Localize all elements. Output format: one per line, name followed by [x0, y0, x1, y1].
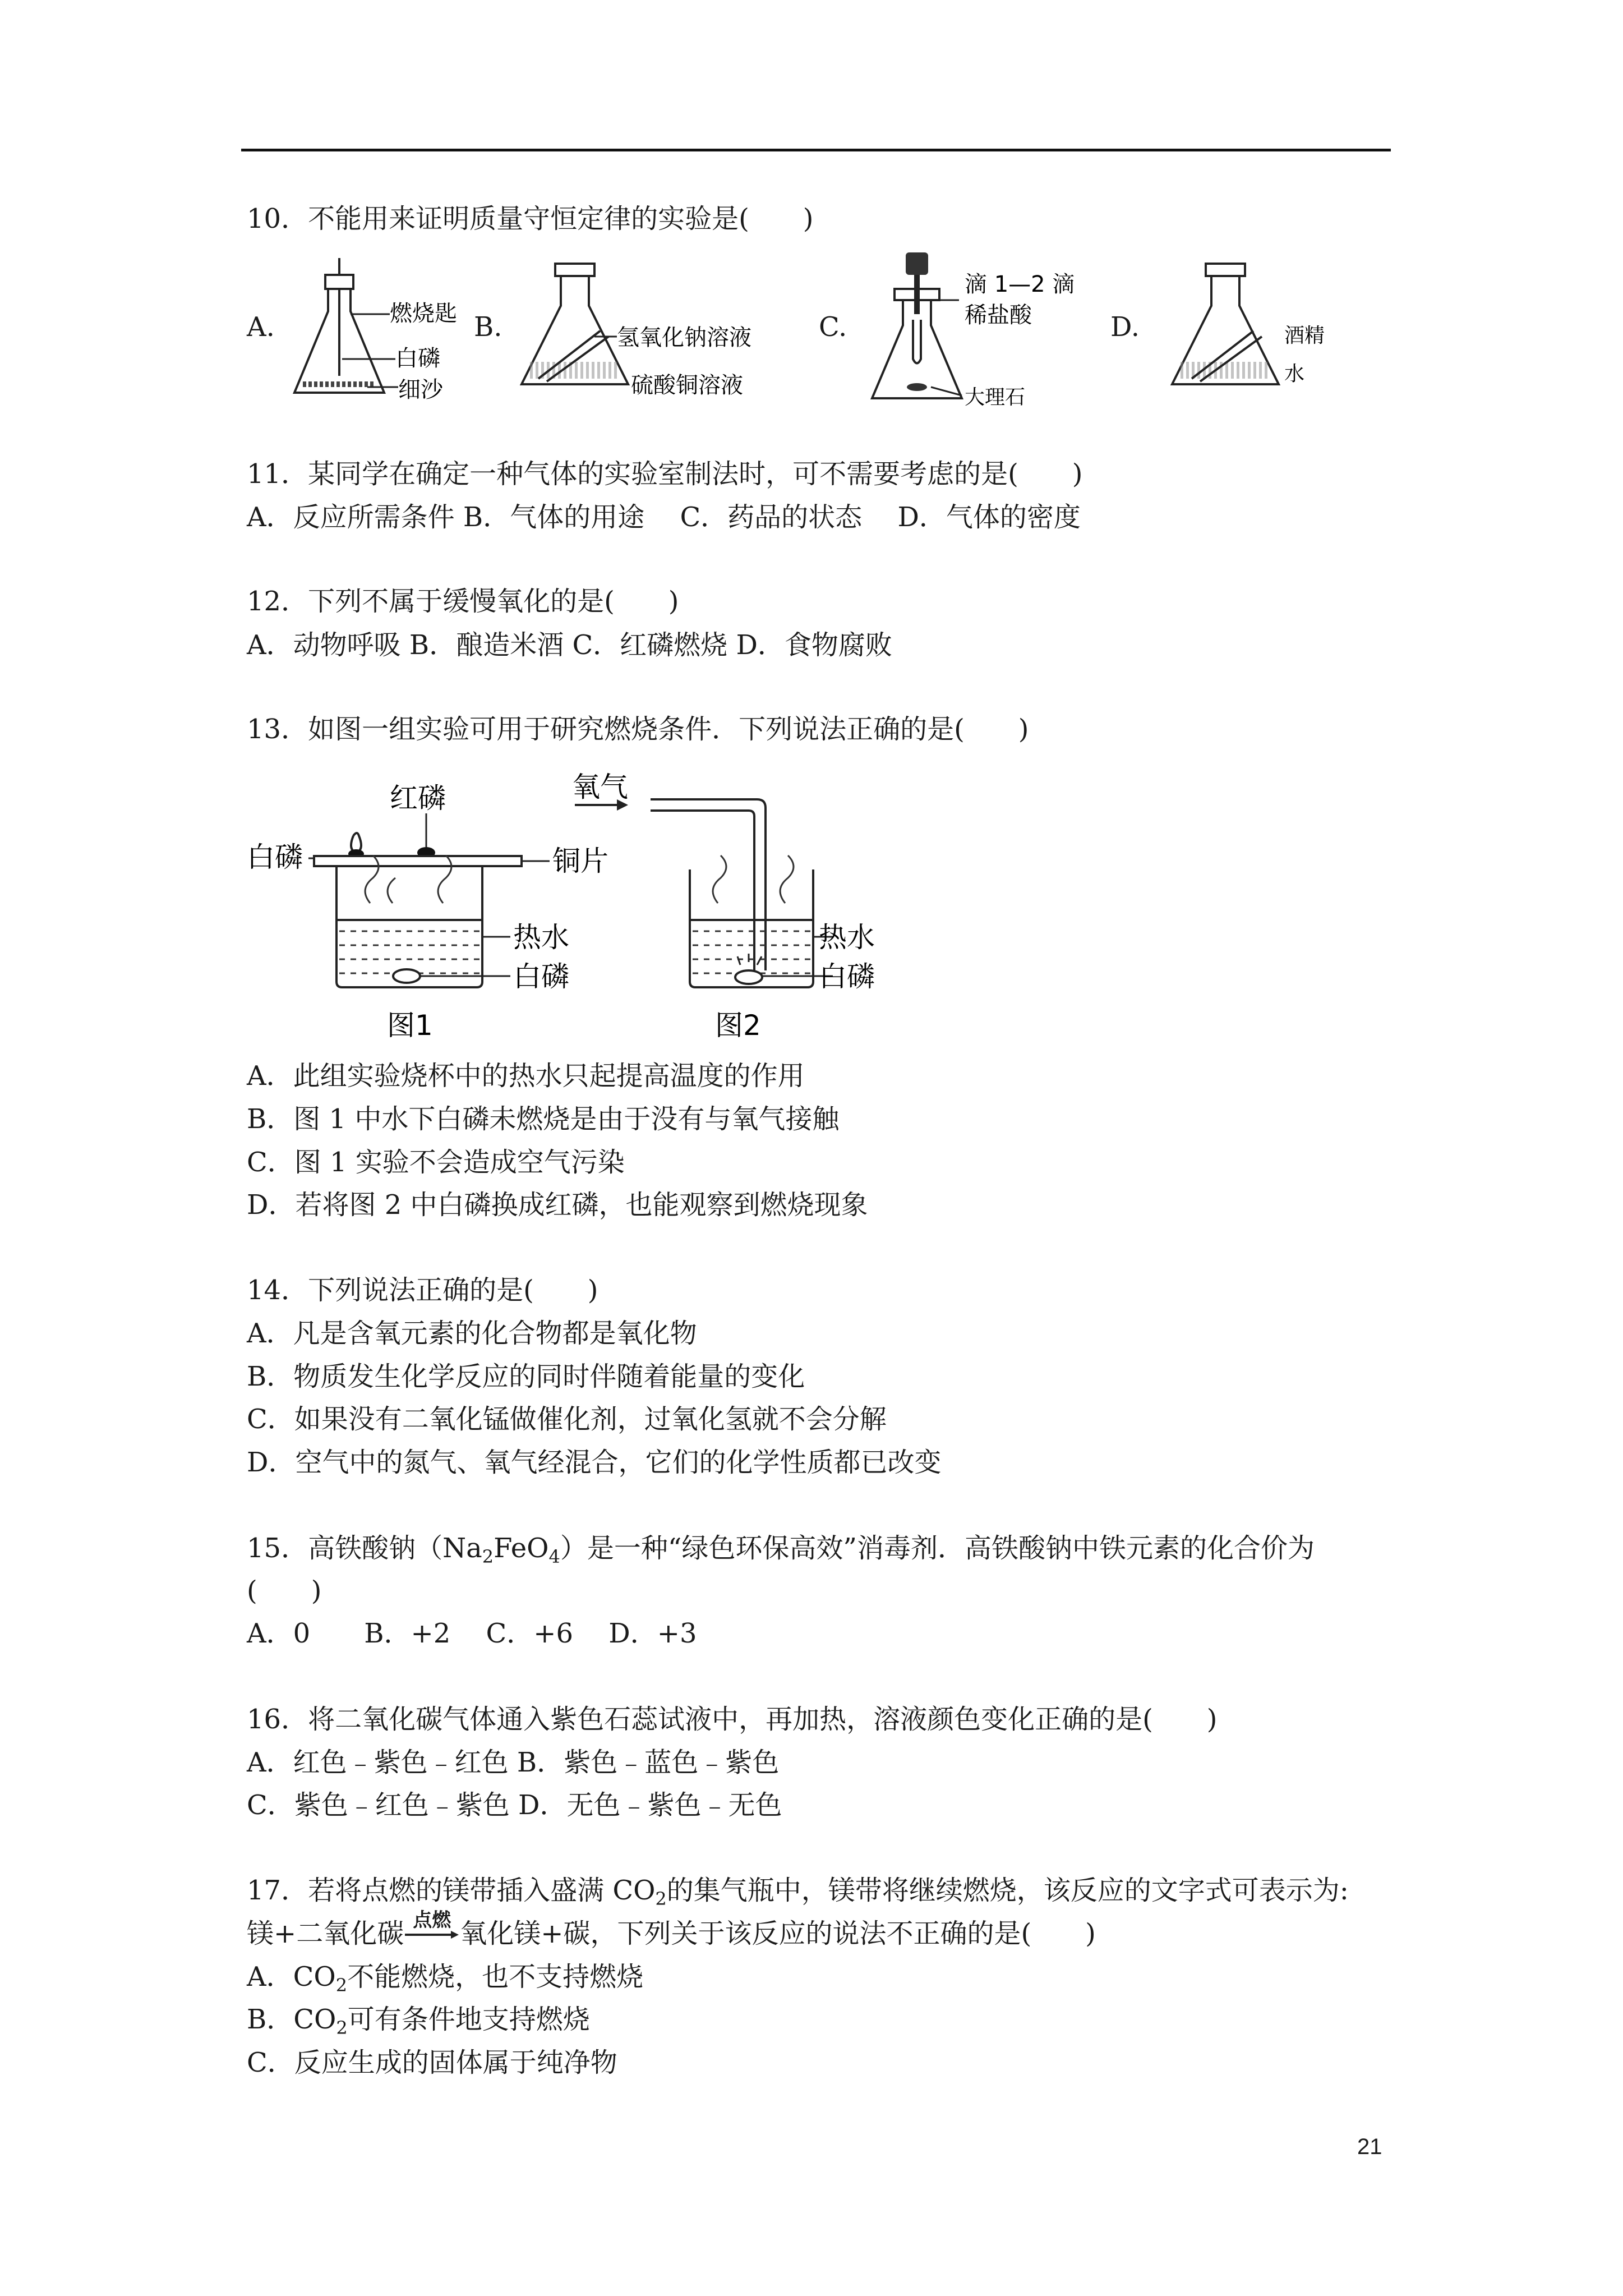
reaction-condition: 点燃: [413, 1909, 451, 1931]
q13-figure-2: [572, 763, 920, 1049]
q15-stem-pre: 15．高铁酸钠（Na: [247, 1533, 482, 1564]
q14-option-c: C．如果没有二氧化锰做催化剂，过氧化氢就不会分解: [247, 1404, 887, 1435]
q16-options-cd: C．紫色﹣红色﹣紫色 D．无色﹣紫色﹣无色: [247, 1789, 782, 1821]
q17-stem-line-2: [247, 1909, 1096, 1950]
q13-fig1-label-copper: 铜片: [552, 845, 608, 877]
q16-stem: 16．将二氧化碳气体通入紫色石蕊试液中，再加热，溶液颜色变化正确的是( ): [247, 1704, 1218, 1735]
q15-paren: ( ): [247, 1575, 322, 1607]
q13-option-a: A．此组实验烧杯中的热水只起提高温度的作用: [247, 1060, 805, 1092]
q14-stem: 14．下列说法正确的是( ): [247, 1274, 598, 1306]
q15-sub-2: 4: [548, 1546, 560, 1567]
q10-option-a-label: A.: [247, 311, 275, 343]
q13-option-d: D．若将图 2 中白磷换成红磷，也能观察到燃烧现象: [247, 1189, 868, 1221]
q14-option-d: D．空气中的氮气、氧气经混合，它们的化学性质都已改变: [247, 1447, 942, 1478]
q17-a-pre: A．CO: [247, 1961, 336, 1993]
q15-stem-mid: FeO: [494, 1533, 549, 1564]
q17-option-c: C．反应生成的固体属于纯净物: [247, 2047, 617, 2078]
q13-option-b: B．图 1 中水下白磷未燃烧是由于没有与氧气接触: [247, 1103, 840, 1135]
q15-options: A．0 B．+2 C．+6 D．+3: [247, 1618, 697, 1649]
q17-l1-pre: 17．若将点燃的镁带插入盛满 CO: [247, 1875, 656, 1906]
q17-a-sub: 2: [335, 1975, 348, 1996]
q10-fig-d-label-water: 水: [1284, 362, 1305, 385]
q10-fig-c-label-marble: 大理石: [965, 386, 1026, 409]
q10-fig-a-label-sand: 细沙: [398, 377, 443, 403]
q13-option-c: C．图 1 实验不会造成空气污染: [247, 1147, 625, 1178]
q10-fig-c-label-hcl: 稀盐酸: [965, 302, 1032, 328]
q13-fig2-caption: 图2: [715, 1009, 761, 1042]
q10-fig-a-label-spoon: 燃烧匙: [390, 301, 457, 326]
q13-fig1-label-white-p-under: 白磷: [513, 960, 569, 993]
q15-sub-1: 2: [482, 1546, 494, 1567]
q10-fig-a-label-white-p: 白磷: [395, 346, 440, 371]
q17-l2-pre: 镁+二氧化碳: [247, 1918, 404, 1949]
q10-stem: 10．不能用来证明质量守恒定律的实验是( ): [247, 203, 814, 234]
q13-fig2-label-oxygen: 氧气: [572, 771, 628, 803]
q17-b-pre: B．CO: [247, 2004, 336, 2035]
q12-stem: 12．下列不属于缓慢氧化的是( ): [247, 586, 679, 617]
q14-option-b: B．物质发生化学反应的同时伴随着能量的变化: [247, 1361, 805, 1392]
q17-a-post: 不能燃烧，也不支持燃烧: [347, 1961, 644, 1993]
q11-stem: 11．某同学在确定一种气体的实验室制法时，可不需要考虑的是( ): [247, 458, 1083, 490]
q10-fig-b-label-naoh: 氢氧化钠溶液: [617, 325, 751, 351]
q10-fig-b-label-cuso4: 硫酸铜溶液: [631, 372, 743, 398]
q17-option-b: [247, 2003, 590, 2045]
q17-b-post: 可有条件地支持燃烧: [347, 2004, 590, 2035]
q17-option-a: [247, 1960, 643, 2002]
q13-fig2-label-white-p: 白磷: [819, 960, 875, 993]
q13-fig1-label-hot-water: 热水: [513, 921, 569, 954]
q17-l2-post: 氧化镁+碳，下列关于该反应的说法不正确的是( ): [460, 1918, 1096, 1949]
arrow-icon: [404, 1929, 460, 1943]
q10-figure-d: [1161, 258, 1363, 404]
q15-stem: [247, 1531, 1315, 1573]
header-rule: [241, 149, 1391, 151]
q13-fig2-label-hot-water: 热水: [819, 921, 875, 954]
q10-option-c-label: C.: [819, 311, 847, 343]
q10-fig-c-label-drops: 滴 1—2 滴: [965, 272, 1075, 297]
q16-options-ab: A．红色﹣紫色﹣红色 B．紫色﹣蓝色﹣紫色: [247, 1747, 780, 1778]
q17-l1-sub: 2: [655, 1888, 667, 1910]
q10-figure-b: [505, 258, 757, 404]
q13-fig1-caption: 图1: [387, 1009, 433, 1042]
q14-option-a: A．凡是含氧元素的化合物都是氧化物: [247, 1318, 697, 1349]
q13-stem: 13．如图一组实验可用于研究燃烧条件．下列说法正确的是( ): [247, 714, 1029, 745]
q10-option-d-label: D.: [1110, 311, 1140, 343]
q10-figure-a: [283, 258, 485, 409]
q13-fig1-label-white-p: 白磷: [247, 841, 303, 873]
q10-option-b-label: B.: [474, 311, 502, 343]
q15-stem-post: ）是一种“绿色环保高效”消毒剂．高铁酸钠中铁元素的化合价为: [560, 1533, 1315, 1564]
q13-fig1-label-red-p: 红磷: [390, 782, 446, 815]
q10-figure-c: [864, 247, 1099, 409]
page-number: 21: [1357, 2134, 1382, 2159]
q12-options: A．动物呼吸 B．酿造米酒 C．红磷燃烧 D．食物腐败: [247, 629, 892, 661]
q17-b-sub: 2: [336, 2017, 348, 2039]
q10-fig-d-label-alcohol: 酒精: [1284, 324, 1325, 347]
q17-l1-post: 的集气瓶中，镁带将继续燃烧，该反应的文字式可表示为:: [666, 1875, 1349, 1906]
q11-options: A．反应所需条件 B．气体的用途 C．药品的状态 D．气体的密度: [247, 501, 1081, 533]
reaction-arrow: [404, 1909, 460, 1950]
